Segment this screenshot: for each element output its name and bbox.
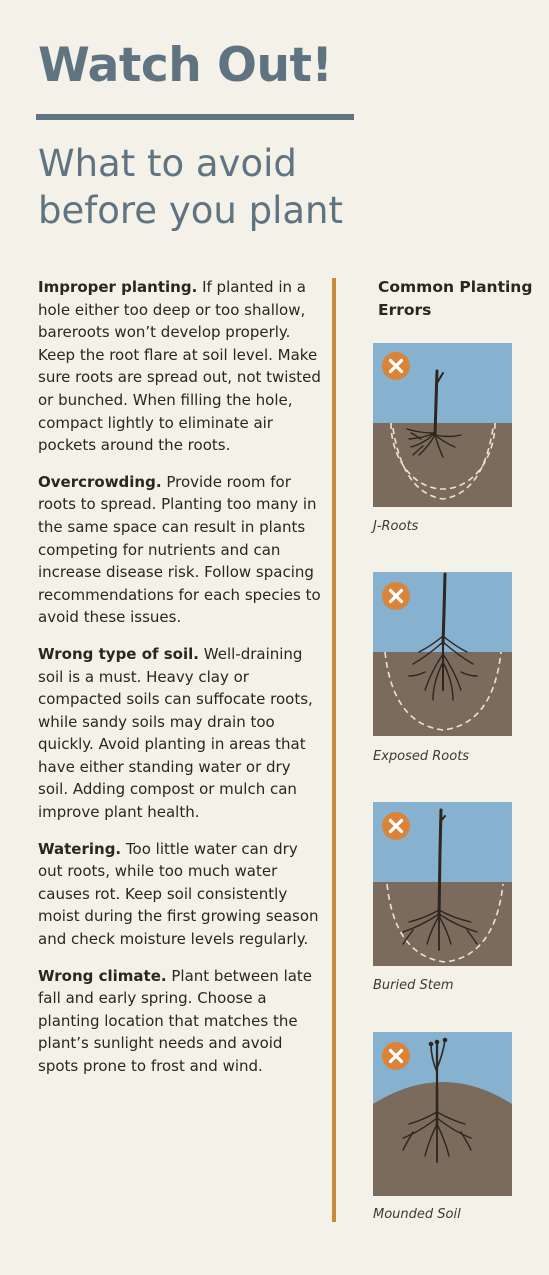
error-label-mounded-soil: Mounded Soil xyxy=(373,1207,461,1222)
section-heading: Wrong type of soil. xyxy=(38,644,199,663)
page-subtitle: What to avoid before you plant xyxy=(38,142,343,232)
section-text: Provide room for roots to spread. Planting too many in the same space can result in plants competing for nutrients and can increase disease risk. Follow spacing recommendations for each species to avoid these issues. xyxy=(38,472,321,627)
error-label-j-roots: J-Roots xyxy=(373,519,419,534)
exposed-roots-illustration xyxy=(373,572,512,736)
error-label-buried-stem: Buried Stem xyxy=(373,978,454,993)
section-heading: Watering. xyxy=(38,839,122,858)
body-column xyxy=(38,276,324,1092)
section-watering xyxy=(38,838,324,951)
section-text: If planted in a hole either too deep or too shallow, bareroots won’t develop properly. Keep the root flare at soil level. Make sure roots are spread out, not twisted or bunched. When filling the hole, compact lightly to eliminate air pockets around the roots. xyxy=(38,278,321,455)
x-circle-icon xyxy=(382,1042,410,1070)
x-circle-icon xyxy=(382,812,410,840)
mounded-soil-illustration xyxy=(373,1032,512,1196)
section-overcrowding xyxy=(38,471,324,629)
section-wrong-soil xyxy=(38,643,324,824)
section-heading: Wrong climate. xyxy=(38,966,167,985)
section-wrong-climate xyxy=(38,965,324,1078)
section-text: Well-draining soil is a must. Heavy clay or compacted soils can suffocate roots, while sandy soils may drain too quickly. Avoid planting in areas that have either standing water or dry soil. Adding compost or mulch can improve plant health. xyxy=(38,644,313,822)
buried-stem-illustration xyxy=(373,802,512,966)
error-label-exposed-roots: Exposed Roots xyxy=(373,749,470,764)
section-improper-planting xyxy=(38,276,324,457)
column-divider xyxy=(332,278,336,1222)
x-circle-icon xyxy=(382,582,410,610)
title-rule xyxy=(36,114,354,120)
section-text: Plant between late fall and early spring. Choose a planting location that matches the plant’s sunlight needs and avoid spots prone to frost and wind. xyxy=(38,966,313,1075)
page-title: Watch Out! xyxy=(38,38,333,93)
section-heading: Improper planting. xyxy=(38,278,198,296)
section-text: Too little water can dry out roots, while too much water causes rot. Keep soil consistently moist during the first growing season and check moisture levels regularly. xyxy=(38,839,319,949)
sidebar-heading: Common Planting Errors xyxy=(378,278,533,319)
section-heading: Overcrowding. xyxy=(38,472,162,491)
x-circle-icon xyxy=(382,352,410,380)
j-roots-illustration xyxy=(373,343,512,507)
